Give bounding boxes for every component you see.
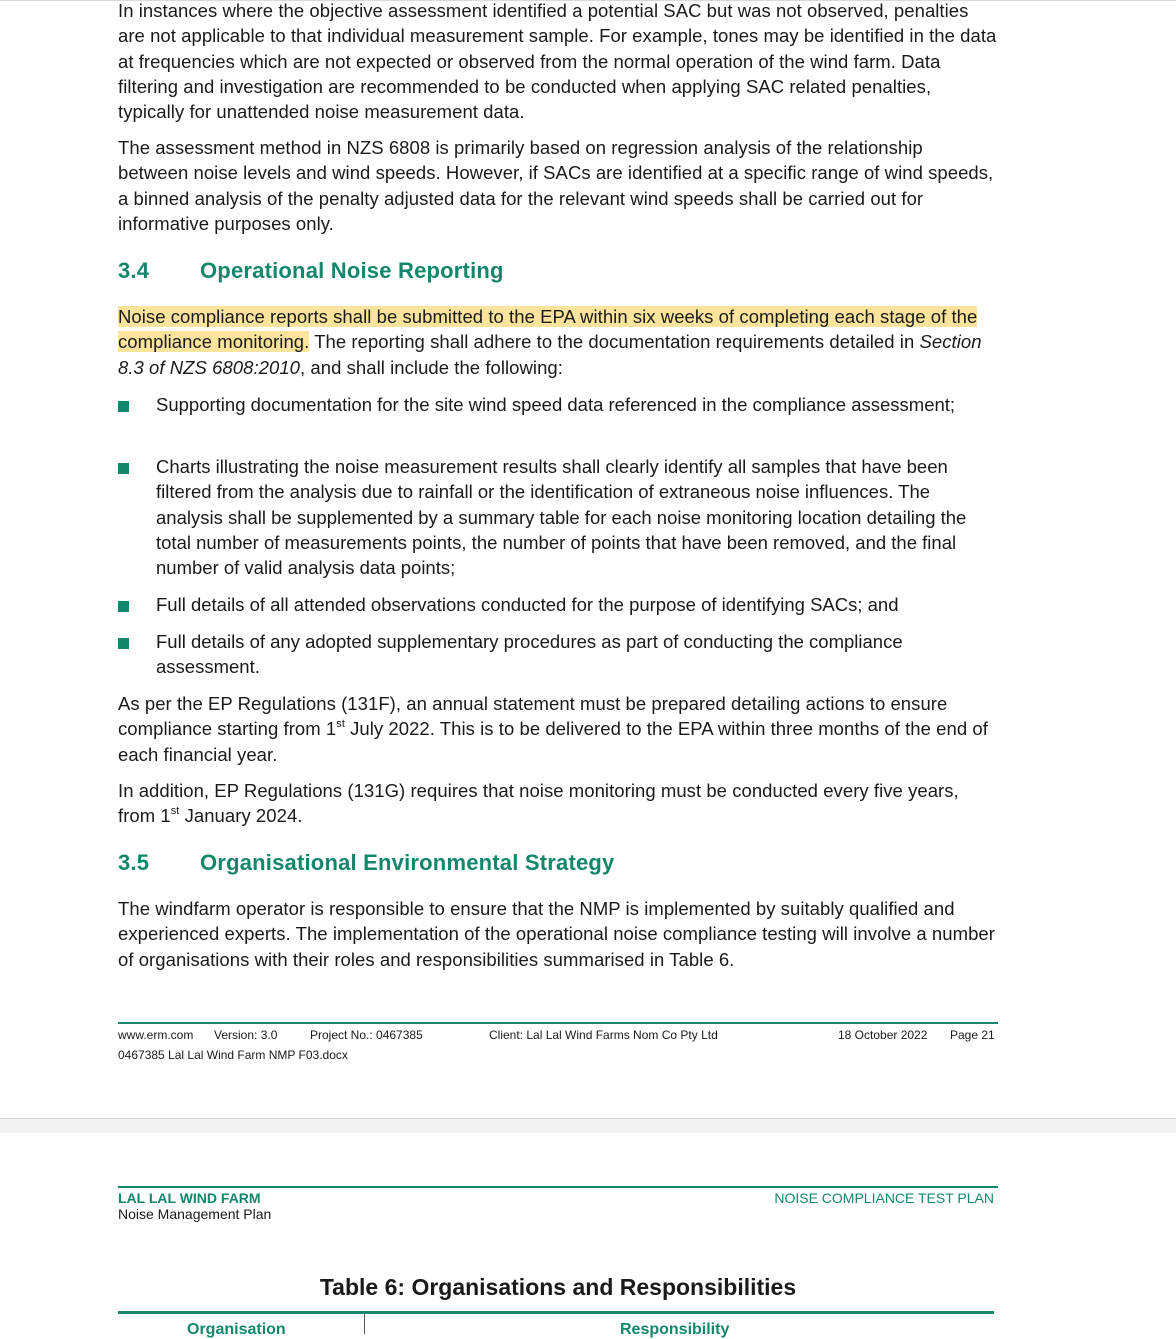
paragraph-annual-statement xyxy=(118,691,998,767)
square-bullet-icon xyxy=(118,463,129,474)
paragraph-reporting xyxy=(118,304,998,380)
paragraph-text: The reporting shall adhere to the documentation requirements detailed in xyxy=(309,331,920,353)
list-item xyxy=(118,454,998,580)
footer-version: Version: 3.0 xyxy=(214,1028,278,1042)
list-item-text: Charts illustrating the noise measurement results shall clearly identify all samples that have been filtered from the analysis due to rainfall or the identification of extraneous noise influences. The analysis shall be supplemented by a summary table for each noise monitoring location detailing the total number of measurements points, the number of points that have been removed, and the final number of valid analysis data points; xyxy=(156,456,967,579)
footer-page-number: Page 21 xyxy=(950,1028,995,1042)
table-title: Table 6: Organisations and Responsibilities xyxy=(319,1274,797,1300)
ordinal-suffix: st xyxy=(336,718,345,731)
page-break-gap xyxy=(0,1118,1176,1134)
table-header-organisation: Organisation xyxy=(187,1321,286,1338)
paragraph-text: January 2024. xyxy=(179,805,303,827)
list-item-text: Full details of all attended observations conducted for the purpose of identifying SACs; and xyxy=(156,594,899,615)
header-project-name: LAL LAL WIND FARM xyxy=(118,1190,261,1206)
list-item-text: Supporting documentation for the site wind speed data referenced in the compliance assessment; xyxy=(156,394,956,415)
list-item-text: Full details of any adopted supplementary procedures as part of conducting the compliance assessment. xyxy=(156,631,903,678)
italic-reference: Section 8.3 of NZS 6808:2010 xyxy=(118,331,982,378)
footer-filename: 0467385 Lal Lal Wind Farm NMP F03.docx xyxy=(118,1048,348,1062)
list-item xyxy=(118,629,998,680)
footer-divider xyxy=(118,1022,998,1024)
header-plan-title: NOISE COMPLIANCE TEST PLAN xyxy=(774,1190,994,1206)
paragraph-strategy: The windfarm operator is responsible to ensure that the NMP is implemented by suitably qualified and experienced experts. The implementation of the operational noise compliance testing will involve a number of organisations with their roles and responsibilities summarised in Table 6. xyxy=(118,898,995,970)
section-title: Operational Noise Reporting xyxy=(200,258,504,283)
section-number: 3.5 xyxy=(118,850,150,875)
section-title: Organisational Environmental Strategy xyxy=(200,850,615,875)
bullet-list xyxy=(118,629,998,680)
list-item xyxy=(118,592,998,617)
paragraph-five-years xyxy=(118,778,998,829)
footer-client: Client: Lal Lal Wind Farms Nom Co Pty Ltd xyxy=(489,1028,718,1042)
paragraph-text: , and shall include the following: xyxy=(300,356,563,378)
section-number: 3.4 xyxy=(118,258,150,283)
section-heading-3-4 xyxy=(118,258,504,284)
header-divider xyxy=(118,1186,998,1188)
table-top-border xyxy=(118,1311,994,1314)
paragraph-text: As per the EP Regulations (131F), an annual statement must be prepared detailing actions to ensure compliance starting from 1 xyxy=(118,693,948,740)
table-header-responsibility: Responsibility xyxy=(620,1321,730,1338)
footer-date: 18 October 2022 xyxy=(838,1028,928,1042)
bullet-list xyxy=(118,454,998,580)
highlighted-text: Noise compliance reports shall be submitted to the EPA within six weeks of completing each stage of the compliance monitoring. xyxy=(118,306,978,353)
paragraph-text: July 2022. This is to be delivered to the EPA within three months of the end of each financial year. xyxy=(118,718,988,765)
ordinal-suffix: st xyxy=(170,805,180,818)
header-document-name: Noise Management Plan xyxy=(118,1206,272,1222)
bullet-list xyxy=(118,592,998,617)
paragraph-text: In addition, EP Regulations (131G) requires that noise monitoring must be conducted every five years, from 1 xyxy=(118,780,959,827)
section-heading-3-5 xyxy=(118,850,615,876)
footer-website: www.erm.com xyxy=(118,1028,194,1042)
square-bullet-icon xyxy=(118,638,129,649)
table-column-separator xyxy=(364,1314,365,1334)
paragraph-assessment-method: The assessment method in NZS 6808 is primarily based on regression analysis of the relationship between noise levels and wind speeds. However, if SACs are identified at a specific range of wind speeds, a binned analysis of the penalty adjusted data for the relevant wind speeds shall be carried out for informative purposes only. xyxy=(118,137,994,234)
footer-project-number: Project No.: 0467385 xyxy=(310,1028,423,1042)
square-bullet-icon xyxy=(118,401,129,412)
list-item xyxy=(118,392,998,417)
paragraph-sac-penalties: In instances where the objective assessment identified a potential SAC but was not observed, penalties are not applicable to that individual measurement sample. For example, tones may be identified in the data at frequencies which are not expected or observed from the normal operation of the wind farm. Data filtering and investigation are recommended to be conducted when applying SAC related penalties, typically for unattended noise measurement data. xyxy=(118,0,997,123)
bullet-list xyxy=(118,392,998,417)
document-page-22 xyxy=(0,1133,1176,1338)
square-bullet-icon xyxy=(118,601,129,612)
